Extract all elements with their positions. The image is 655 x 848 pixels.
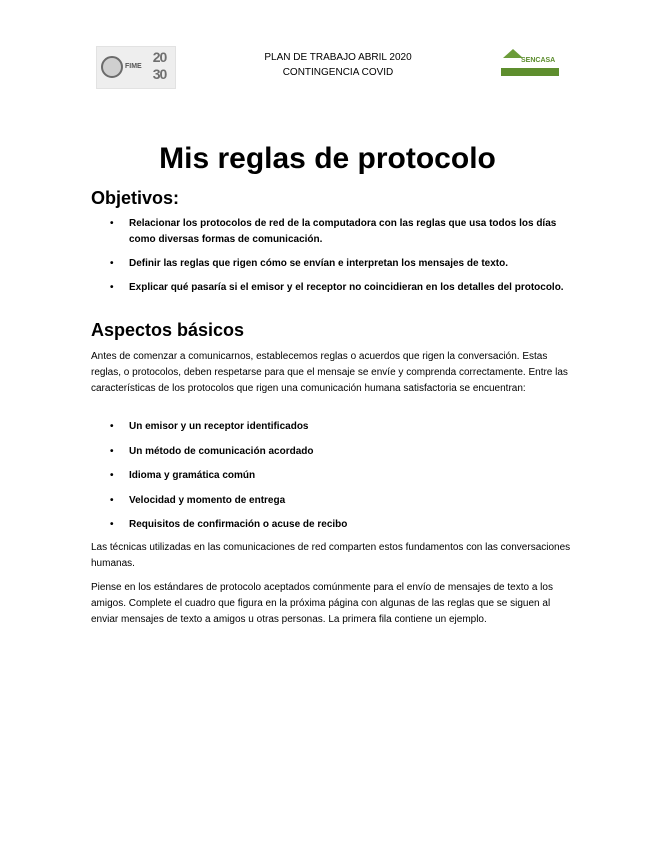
bullet-icon: • (110, 258, 114, 269)
list-item: • Velocidad y momento de entrega (108, 493, 568, 509)
house-icon (503, 49, 523, 58)
list-item: • Requisitos de confirmación o acuse de recibo (108, 517, 568, 533)
bullet-icon: • (110, 218, 114, 229)
header-title-line2: CONTINGENCIA COVID (282, 67, 394, 78)
university-seal-icon (101, 56, 123, 78)
bullet-icon: • (110, 470, 114, 481)
header-title-line1: PLAN DE TRABAJO ABRIL 2020 (264, 52, 412, 63)
sencasa-logo-text: SENCASA (521, 57, 556, 64)
header-title (220, 50, 456, 80)
instructions-paragraph: Piense en los estándares de protocolo aceptados comúnmente para el envío de mensajes de texto a los amigos. Complete el cuadro que figura en la próxima página con algunas de las reglas que se siguen al enviar mensajes de texto a amigos u otras personas. La primera fila contiene un ejemplo. (91, 582, 553, 625)
list-item: • Idioma y gramática común (108, 468, 568, 484)
list-item: • Definir las reglas que rigen cómo se envían e interpretan los mensajes de texto. (108, 256, 568, 272)
bullet-icon: • (110, 494, 114, 506)
characteristics-list (108, 419, 568, 542)
sencasa-logo (499, 49, 561, 79)
list-item: • Relacionar los protocolos de red de la computadora con las reglas que usa todos los días como diversas formas de comunicación. (110, 218, 557, 245)
fime-2030-logo (96, 46, 176, 89)
bullet-icon: • (110, 519, 114, 530)
list-item: • Un emisor y un receptor identificados (108, 419, 568, 435)
list-item: • Explicar qué pasaría si el emisor y el receptor no coincidieran en los detalles del protocolo. (108, 280, 568, 296)
logo-year: 20 30 (152, 49, 167, 82)
bullet-icon: • (110, 421, 114, 432)
basics-paragraph: Antes de comenzar a comunicarnos, establecemos reglas o acuerdos que rigen la conversación. Estas reglas, o protocolos, deben respetarse para que el mensaje se envíe y comprenda correctamente. Entre las características de los protocolos que rigen una comunicación humana satisfactoria se encuentran: (91, 351, 568, 394)
list-item: • Un método de comunicación acordado (108, 444, 568, 460)
page-title: Mis reglas de protocolo (159, 142, 496, 175)
objectives-heading: Objetivos: (91, 188, 180, 208)
bullet-icon: • (110, 282, 114, 293)
objectives-list (108, 216, 568, 304)
basics-heading: Aspectos básicos (91, 320, 245, 340)
logo-bar (501, 68, 559, 76)
network-techniques-paragraph: Las técnicas utilizadas en las comunicaciones de red comparten estos fundamentos con las conversaciones humanas. (91, 542, 571, 569)
fime-logo-text: FIME (125, 63, 142, 70)
bullet-icon: • (110, 445, 114, 457)
